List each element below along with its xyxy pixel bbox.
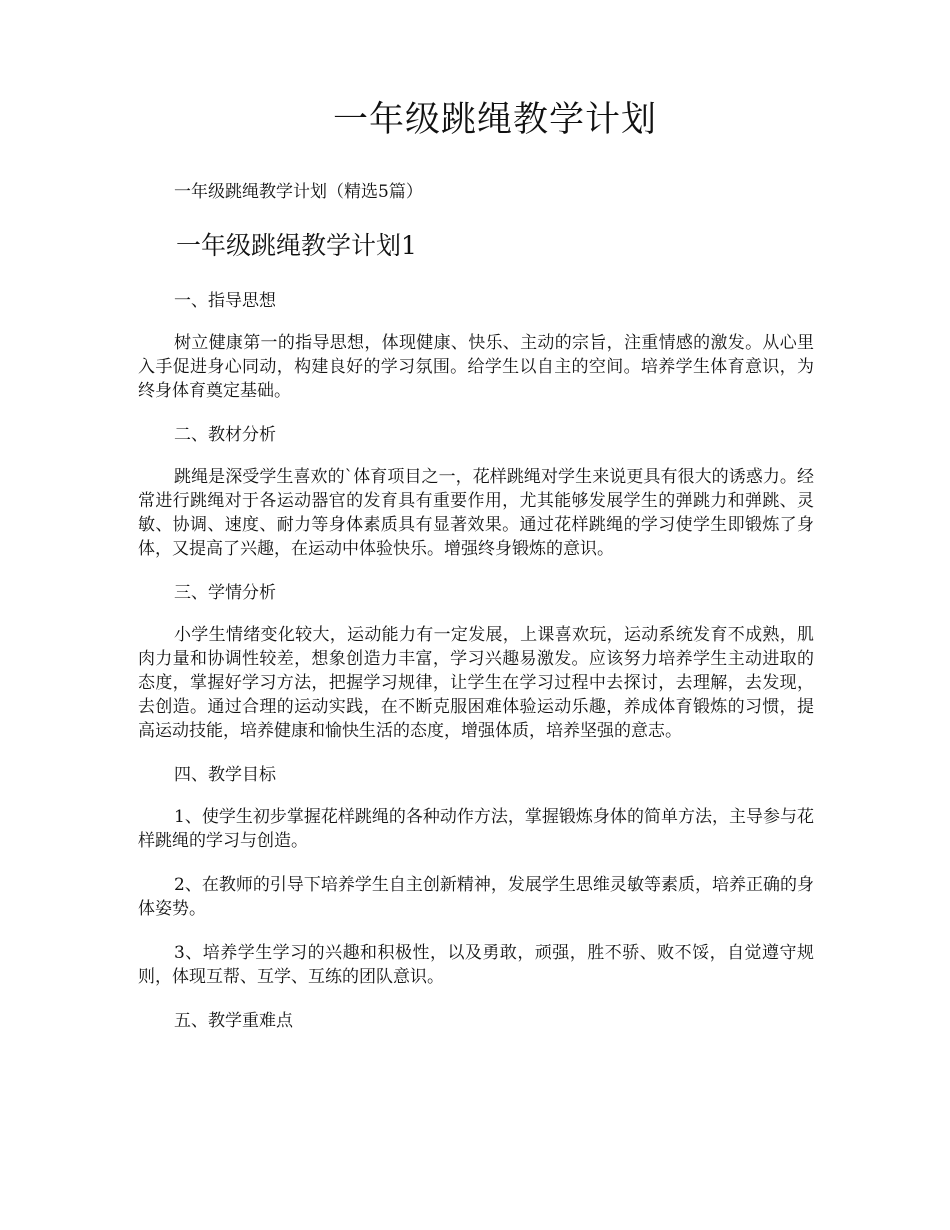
document-title: 一年级跳绳教学计划 (332, 100, 657, 140)
section-content (138, 289, 814, 1033)
section-title: 一年级跳绳教学计划1 (176, 231, 417, 260)
paragraph: 1、使学生初步掌握花样跳绳的各种动作方法，掌握锻炼身体的简单方法，主导参与花样跳绳的学习与创造。 (138, 807, 814, 851)
paragraph: 树立健康第一的指导思想，体现健康、快乐、主动的宗旨，注重情感的激发。从心里入手促进身心同动，构建良好的学习氛围。给学生以自主的空间。培养学生体育意识，为终身体育奠定基础。 (138, 333, 814, 401)
section-heading: 三、学情分析 (174, 583, 276, 603)
section-heading: 二、教材分析 (174, 425, 276, 445)
paragraph: 3、培养学生学习的兴趣和积极性，以及勇敢，顽强，胜不骄、败不馁，自觉遵守规则，体现互帮、互学、互练的团队意识。 (138, 943, 814, 987)
section-heading: 四、教学目标 (174, 765, 276, 785)
section-heading: 五、教学重难点 (174, 1011, 293, 1031)
document-body (138, 180, 814, 1051)
section-heading: 一、指导思想 (174, 291, 276, 311)
paragraph: 小学生情绪变化较大，运动能力有一定发展，上课喜欢玩，运动系统发育不成熟，肌肉力量和协调性较差，想象创造力丰富，学习兴趣易激发。应该努力培养学生主动进取的态度，掌握好学习方法，把握学习规律，让学生在学习过程中去探讨，去理解，去发现，去创造。通过合理的运动实践，在不断克服困难体验运动乐趣，养成体育锻炼的习惯，提高运动技能，培养健康和愉快生活的态度，增强体质，培养坚强的意志。 (138, 625, 814, 741)
paragraph: 跳绳是深受学生喜欢的`体育项目之一，花样跳绳对学生来说更具有很大的诱惑力。经常进行跳绳对于各运动器官的发育具有重要作用，尤其能够发展学生的弹跳力和弹跳、灵敏、协调、速度、耐力等身体素质具有显著效果。通过花样跳绳的学习使学生即锻炼了身体，又提高了兴趣，在运动中体验快乐。增强终身锻炼的意识。 (138, 467, 814, 559)
paragraph: 2、在教师的引导下培养学生自主创新精神，发展学生思维灵敏等素质，培养正确的身体姿势。 (138, 875, 814, 919)
document-subtitle: 一年级跳绳教学计划（精选5篇） (174, 182, 423, 202)
